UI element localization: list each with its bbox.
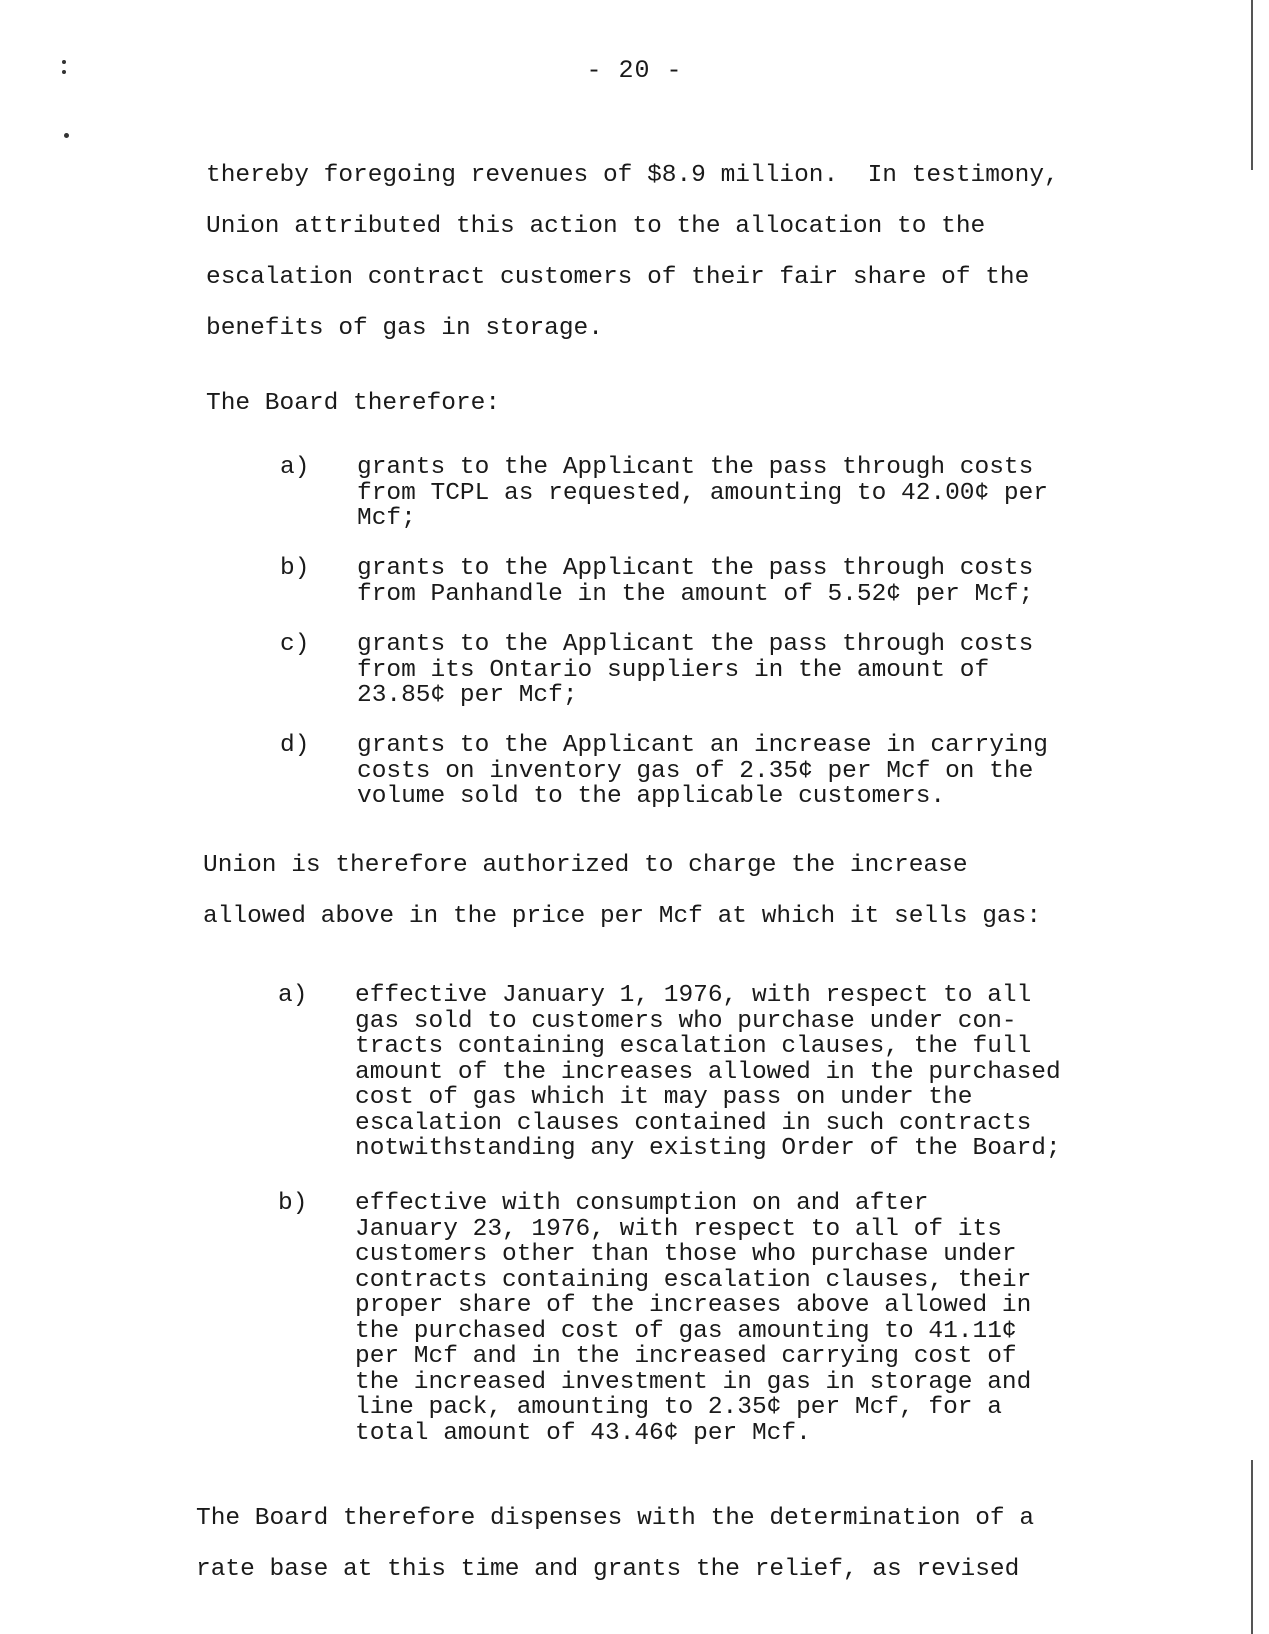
item-text: effective January 1, 1976, with respect to all gas sold to customers who purchase under con- tracts containing escalation clauses, the full amount of the increases allowed in the purchased cost of gas which it may pass on under the escalation clauses contained in such contracts notwithstanding any existing Order of the Board; bbox=[355, 982, 1061, 1162]
paragraph-line: thereby foregoing revenues of $8.9 million. In testimony, bbox=[206, 162, 1059, 189]
item-text: grants to the Applicant the pass through costs from Panhandle in the amount of 5.52¢ per Mcf; bbox=[357, 555, 1034, 608]
page-number: - 20 - bbox=[586, 56, 683, 85]
item-label: a) bbox=[280, 454, 310, 481]
item-label: c) bbox=[280, 631, 310, 658]
scan-speck bbox=[62, 60, 66, 64]
paragraph-line: Union attributed this action to the allocation to the bbox=[206, 213, 986, 240]
item-label: b) bbox=[278, 1190, 308, 1217]
paragraph-line: allowed above in the price per Mcf at which it sells gas: bbox=[203, 903, 1042, 930]
paragraph-line: benefits of gas in storage. bbox=[206, 315, 603, 342]
paragraph-line: escalation contract customers of their fair share of the bbox=[206, 264, 1030, 291]
scan-speck bbox=[64, 133, 69, 138]
paragraph-line: The Board therefore dispenses with the determination of a bbox=[196, 1505, 1035, 1532]
item-label: d) bbox=[280, 732, 310, 759]
scan-speck bbox=[62, 70, 66, 74]
item-label: a) bbox=[278, 982, 308, 1009]
board-heading: The Board therefore: bbox=[206, 390, 501, 417]
item-text: grants to the Applicant the pass through costs from its Ontario suppliers in the amount of 23.85¢ per Mcf; bbox=[357, 631, 1034, 709]
item-text: effective with consumption on and after January 23, 1976, with respect to all of its customers other than those who purchase under contracts containing escalation clauses, their proper share of the increases above allowed in the purchased cost of gas amounting to 41.11¢ per Mcf and in the increased carrying cost of the increased investment in gas in storage and line pack, amounting to 2.35¢ per Mcf, for a total amount of 43.46¢ per Mcf. bbox=[355, 1190, 1032, 1447]
paragraph-line: Union is therefore authorized to charge the increase bbox=[203, 852, 968, 879]
paragraph-line: rate base at this time and grants the relief, as revised bbox=[196, 1556, 1020, 1583]
authorization-paragraph bbox=[203, 840, 1103, 942]
intro-paragraph bbox=[206, 150, 1106, 354]
scan-edge-line bbox=[1251, 1460, 1253, 1634]
closing-paragraph bbox=[196, 1493, 1096, 1595]
item-text: grants to the Applicant an increase in carrying costs on inventory gas of 2.35¢ per Mcf on the volume sold to the applicable customers. bbox=[357, 732, 1049, 810]
scan-edge-line bbox=[1251, 0, 1253, 170]
item-label: b) bbox=[280, 555, 310, 582]
item-text: grants to the Applicant the pass through costs from TCPL as requested, amounting to 42.00¢ per Mcf; bbox=[357, 454, 1049, 532]
